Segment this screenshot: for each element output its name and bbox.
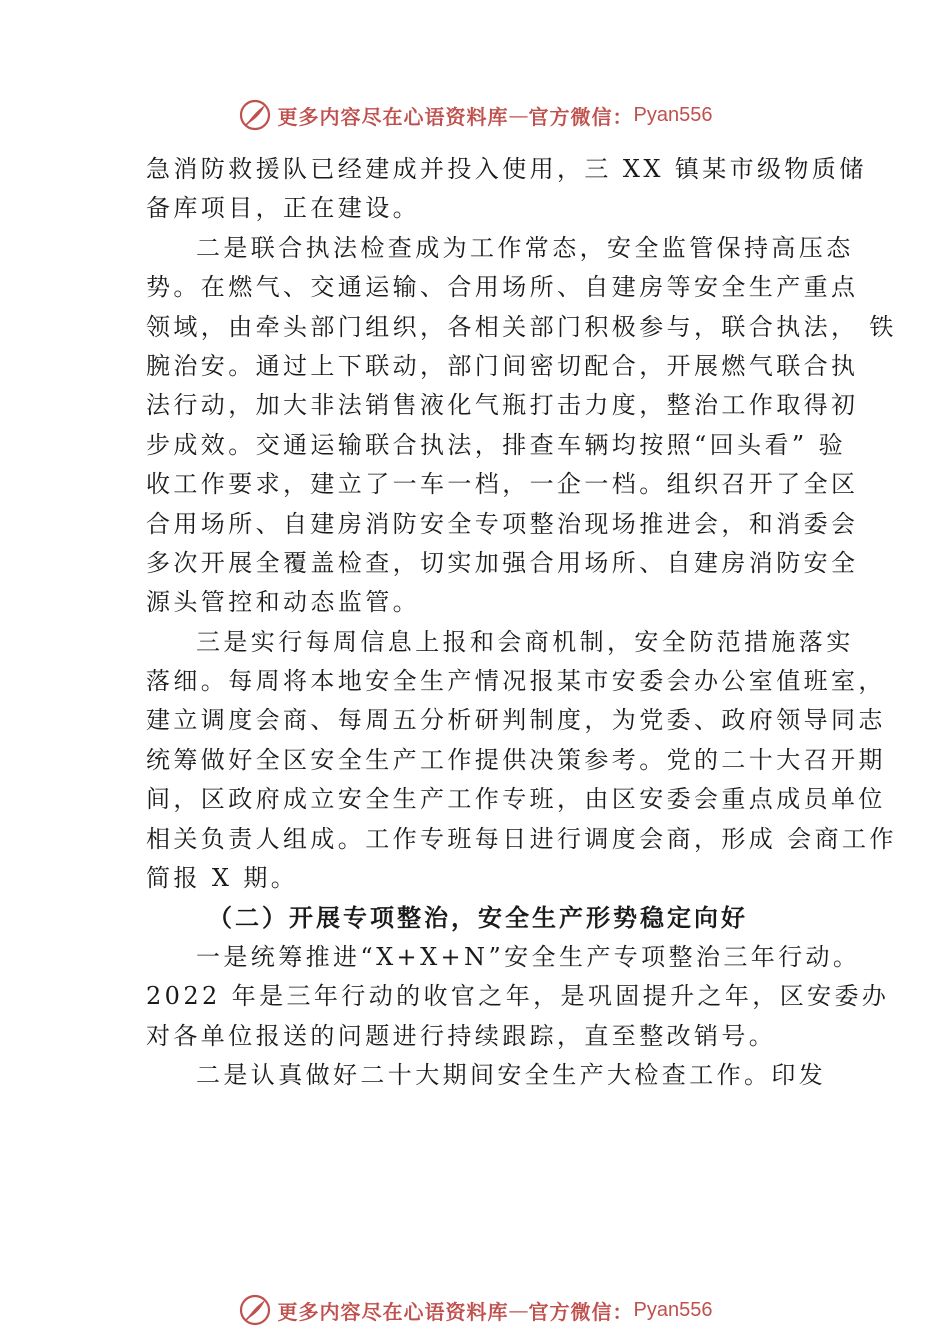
text-line: 多次开展全覆盖检查，切实加强合用场所、自建房消防安全 xyxy=(146,548,859,577)
text-line: 2022 年是三年行动的收官之年，是巩固提升之年，区安委办 xyxy=(146,982,890,1011)
feather-logo-icon xyxy=(238,1293,272,1327)
text-line: 备库项目，正在建设。 xyxy=(146,194,420,223)
banner-wechat-label: 官方微信： xyxy=(528,1299,634,1324)
text-line: 间，区政府成立安全生产工作专班，由区安委会重点成员单位 xyxy=(146,785,886,814)
document-body xyxy=(146,150,897,1095)
banner-wechat-label: 官方微信： xyxy=(528,104,634,129)
text-line: 建立调度会商、每周五分析研判制度，为党委、政府领导同志 xyxy=(146,706,886,735)
text-line: 简报 X 期。 xyxy=(146,864,299,893)
paragraph-start: 二是认真做好二十大期间安全生产大检查工作。印发 xyxy=(196,1060,827,1089)
paragraph-start: 二是联合执法检查成为工作常态，安全监管保持高压态 xyxy=(196,233,854,262)
banner-main-text: 更多内容尽在心语资料库 xyxy=(277,1299,509,1324)
text-line: 源头管控和动态监管。 xyxy=(146,588,420,617)
banner-main-text: 更多内容尽在心语资料库 xyxy=(277,104,509,129)
banner-separator: — xyxy=(508,1298,529,1322)
banner-separator: — xyxy=(508,103,529,127)
text-line: 步成效。交通运输联合执法，排查车辆均按照“回头看” 验 xyxy=(146,430,846,459)
footer-banner xyxy=(0,1290,950,1330)
text-line: 收工作要求，建立了一车一档，一企一档。组织召开了全区 xyxy=(146,470,859,499)
text-line: 统筹做好全区安全生产工作提供决策参考。党的二十大召开期 xyxy=(146,745,886,774)
section-heading: （二）开展专项整治，安全生产形势稳定向好 xyxy=(208,903,748,933)
text-line: 落细。每周将本地安全生产情况报某市安委会办公室值班室， xyxy=(146,667,886,696)
feather-logo-icon xyxy=(238,98,272,132)
text-line: 腕治安。通过上下联动，部门间密切配合，开展燃气联合执 xyxy=(146,351,859,380)
text-line: 相关负责人组成。工作专班每日进行调度会商，形成 会商工作 xyxy=(146,824,897,853)
text-line: 合用场所、自建房消防安全专项整治现场推进会，和消委会 xyxy=(146,509,859,538)
text-line: 法行动，加大非法销售液化气瓶打击力度，整治工作取得初 xyxy=(146,391,859,420)
header-banner xyxy=(0,95,950,135)
paragraph-start: 一是统筹推进“X+X+N”安全生产专项整治三年行动。 xyxy=(196,942,861,971)
banner-wechat-id: Pyan556 xyxy=(633,1298,713,1321)
banner-wechat-id: Pyan556 xyxy=(633,103,713,126)
text-line: 势。在燃气、交通运输、合用场所、自建房等安全生产重点 xyxy=(146,273,859,302)
text-line: 领域，由牵头部门组织，各相关部门积极参与，联合执法， 铁 xyxy=(146,312,897,341)
paragraph-start: 三是实行每周信息上报和会商机制，安全防范措施落实 xyxy=(196,627,854,656)
text-line: 急消防救援队已经建成并投入使用，三 XX 镇某市级物质储 xyxy=(146,155,867,183)
text-line: 对各单位报送的问题进行持续跟踪，直至整改销号。 xyxy=(146,1021,777,1050)
